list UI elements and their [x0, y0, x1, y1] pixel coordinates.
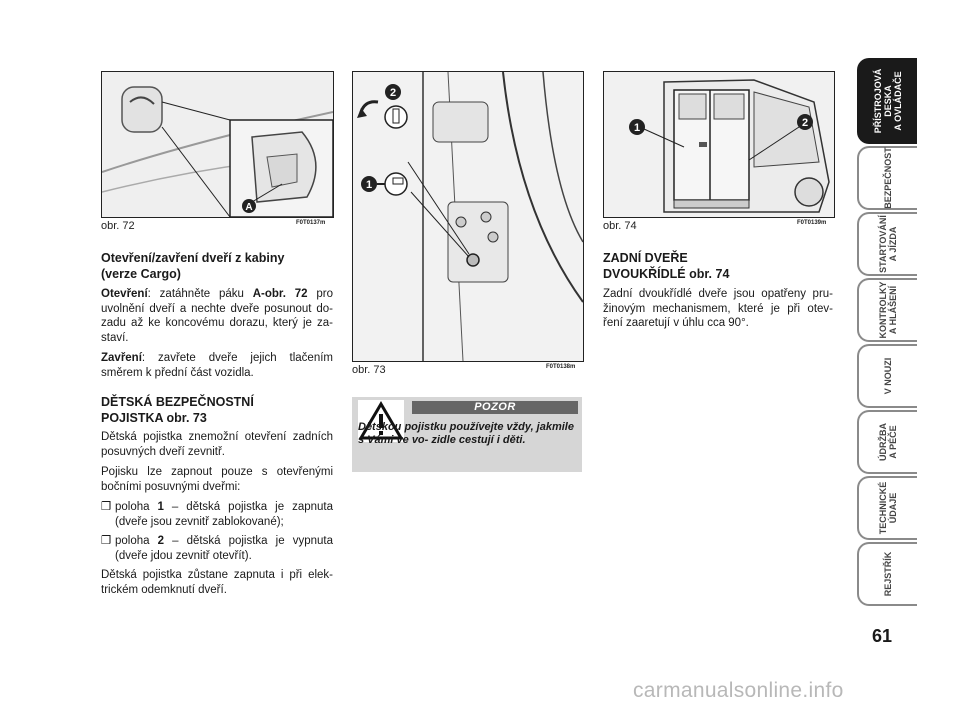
- paragraph-child-lock-usage: Pojisku lze zapnout pouze s otevřenými bočními posuvnými dveřmi:: [101, 466, 333, 493]
- section-heading-cabin-door: [101, 250, 333, 266]
- heading-line-2: (verze Cargo): [101, 267, 181, 281]
- tab-udrzba[interactable]: [857, 410, 917, 474]
- warning-title: POZOR: [412, 401, 578, 414]
- warning-box: [352, 397, 582, 472]
- paragraph-rear-doors: Zadní dvoukřídlé dveře jsou opatřeny pru- žinovým mechanismem, které je při otev- ření zaaretují v úhlu cca 90°.: [603, 288, 833, 329]
- callout-a-label: A: [245, 202, 253, 213]
- tab-kontrolky[interactable]: [857, 278, 917, 342]
- tab-pristrojova-deska[interactable]: [857, 58, 917, 144]
- tab-label: REJSTŘÍK: [883, 551, 893, 597]
- tab-label: V NOUZI: [883, 357, 893, 395]
- paragraph-opening: [101, 287, 333, 345]
- callout-2-label: 2: [389, 87, 397, 99]
- tab-startovani[interactable]: [857, 212, 917, 276]
- column-3-text: [603, 250, 833, 337]
- figure-73-caption: obr. 73: [352, 364, 386, 376]
- bullet-prefix: poloha: [115, 501, 158, 513]
- closing-text: : zavřete dveře jejich tlačením směrem k přední část vozidla.: [101, 352, 333, 379]
- figure-72-caption: obr. 72: [101, 220, 135, 232]
- figure-73-image: [352, 71, 584, 362]
- warning-text-content: Dětskou pojistku používejte vždy, jakmile s Vámi ve vo- zidle cestují i děti.: [358, 421, 574, 446]
- tab-technicke-udaje[interactable]: [857, 476, 917, 540]
- section-heading-rear-doors-1: ZADNÍ DVEŘE: [603, 251, 688, 265]
- opening-text-b: pro uvolnění dveří a nechte dveře posunout do- zadu až ke koncovému dorazu, který je za- staví.: [101, 288, 333, 344]
- bullet-text: – dětská pojistka je vypnuta (dveře jdou zevnitř otevřít).: [115, 535, 333, 562]
- figure-74-code: F0T0139m: [797, 220, 827, 226]
- closing-label: Zavření: [101, 352, 142, 364]
- column-1-text: [101, 250, 333, 603]
- figure-74-image: [603, 71, 835, 218]
- section-heading-child-lock-1: DĚTSKÁ BEZPEČNOSTNÍ: [101, 395, 254, 409]
- list-item-position-1: [101, 500, 333, 529]
- section-heading-child-lock-2: POJISTKA obr. 73: [101, 411, 207, 425]
- paragraph-child-lock-intro: Dětská pojistka znemožní otevření zadních posuvných dveří zevnitř.: [101, 431, 333, 458]
- tab-label: BEZPEČNOST: [883, 147, 893, 209]
- opening-figure-ref: A-obr. 72: [252, 288, 308, 300]
- list-item-text: [115, 500, 333, 529]
- tab-label: KONTROLKY A HLÁŠENÍ: [878, 281, 898, 339]
- figure-74-caption: obr. 74: [603, 220, 637, 232]
- figure-72-image: [101, 71, 334, 218]
- tab-bezpecnost[interactable]: [857, 146, 917, 210]
- bullet-prefix: poloha: [115, 535, 158, 547]
- callout-1-label: 1: [365, 179, 373, 191]
- checkbox-bullet-icon: ❐: [101, 501, 112, 513]
- checkbox-bullet-icon: ❐: [101, 535, 112, 547]
- paragraph-electric-unlock: Dětská pojistka zůstane zapnuta i při elek- trickém odemknutí dveří.: [101, 569, 333, 596]
- callout-1-label: 1: [633, 122, 641, 134]
- tab-label: TECHNICKÉ ÚDAJE: [878, 481, 898, 535]
- opening-label: Otevření: [101, 288, 148, 300]
- tab-label: STARTOVÁNÍ A JÍZDA: [878, 215, 898, 273]
- tab-label: ÚDRŽBA A PÉČE: [878, 423, 898, 461]
- tab-label: PŘÍSTROJOVÁ DESKA A OVLÁDAČE: [873, 68, 903, 134]
- page-number: 61: [872, 626, 893, 646]
- section-heading-rear-doors-2: DVOUKŘÍDLÉ obr. 74: [603, 267, 730, 281]
- tab-rejstrik[interactable]: [857, 542, 917, 606]
- figure-73-code: F0T0138m: [546, 364, 576, 370]
- tab-v-nouzi[interactable]: [857, 344, 917, 408]
- list-item-position-2: [101, 534, 333, 563]
- figure-72-code: F0T0137m: [296, 220, 326, 226]
- callout-2-label: 2: [801, 117, 809, 129]
- paragraph-closing: [101, 351, 333, 380]
- watermark-text: carmanualsonline.info: [633, 679, 844, 702]
- opening-text-a: : zatáhněte páku: [147, 288, 253, 300]
- bullet-number: 1: [157, 501, 164, 513]
- list-item-text: [115, 534, 333, 563]
- warning-text: [358, 421, 578, 447]
- bullet-number: 2: [157, 535, 165, 547]
- bullet-text: – dětská pojistka je zapnuta (dveře jsou zevnitř zablokované);: [115, 501, 334, 528]
- heading-line-1: Otevření/zavření dveří z kabiny: [101, 251, 285, 265]
